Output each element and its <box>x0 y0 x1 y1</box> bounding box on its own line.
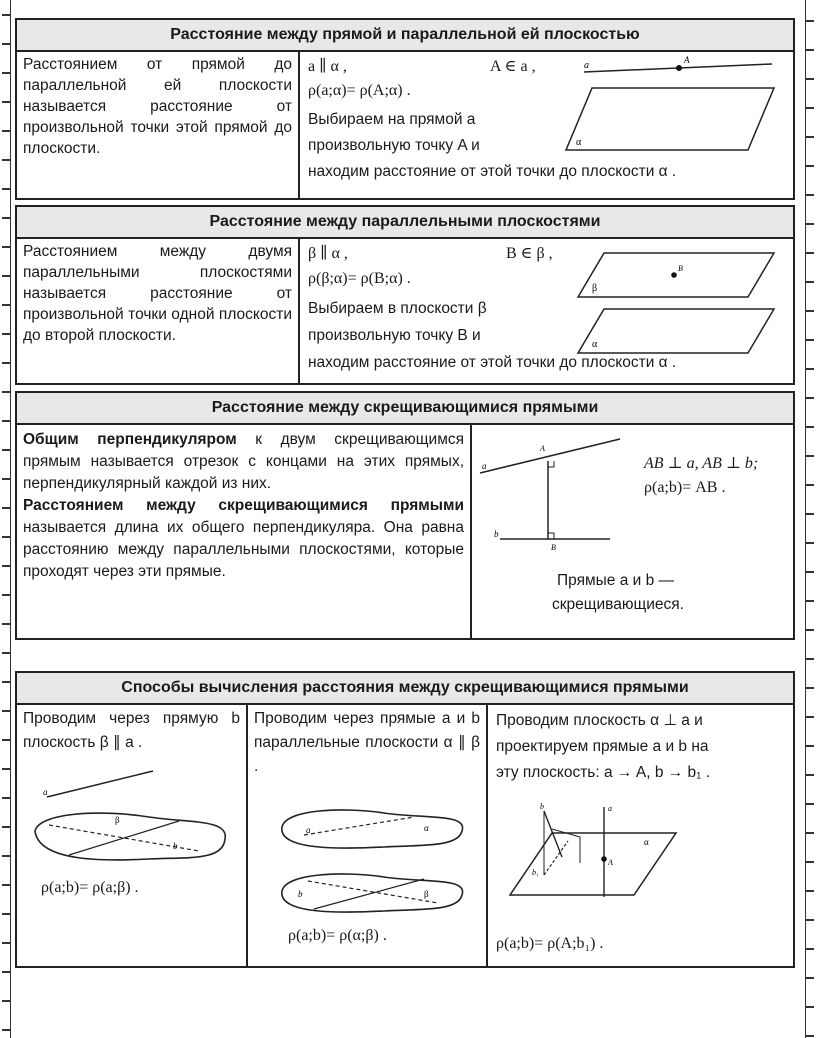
margin-tick <box>2 188 10 190</box>
point-A <box>601 856 607 862</box>
label-beta: β <box>115 815 120 825</box>
formula: ρ(β;α)= ρ(B;α) . <box>308 270 411 287</box>
margin-tick <box>806 455 814 457</box>
margin-tick <box>806 310 814 312</box>
margin-tick <box>806 339 814 341</box>
definition-text: Расстоянием между двумя параллельными плоскостями называется расстояние от произвольной точки одной плоскости до второй плоскости. <box>17 237 300 383</box>
explanation-cell <box>472 423 793 638</box>
step-text-2: произвольную точку A и <box>308 137 480 154</box>
margin-tick <box>2 159 10 161</box>
method-1-formula: ρ(a;b)= ρ(a;β) . <box>41 879 139 896</box>
label-a: a <box>43 787 48 797</box>
margin-tick <box>2 362 10 364</box>
formula: ρ(a;α)= ρ(A;α) . <box>308 82 411 99</box>
margin-tick <box>806 832 814 834</box>
right-angle-B <box>548 533 554 539</box>
margin-tick <box>806 1035 814 1037</box>
line-b <box>544 811 562 857</box>
plane-alpha <box>578 309 774 353</box>
margin-tick <box>806 716 814 718</box>
method-1-figure <box>29 767 241 877</box>
label-beta: β <box>424 889 429 899</box>
condition-point: B ∈ β , <box>506 245 553 262</box>
line-a-dashed <box>304 817 414 835</box>
definition-1: к двум скрещивающимся прямым называется отрезок с концами на этих прямых, перпендикулярный каждой из них. <box>23 431 464 492</box>
condition-point: A ∈ a , <box>490 58 536 75</box>
skew-lines-figure <box>480 429 625 554</box>
label-b1: b₁ <box>532 868 539 877</box>
margin-tick <box>806 803 814 805</box>
label-a: a <box>306 825 311 835</box>
margin-tick <box>806 107 814 109</box>
method-3 <box>488 703 793 966</box>
block-methods <box>15 671 795 968</box>
step-text-3: находим расстояние от этой точки до плоскости α . <box>308 354 677 371</box>
margin-tick <box>806 136 814 138</box>
margin-tick <box>2 594 10 596</box>
margin-tick <box>806 281 814 283</box>
label-a: a <box>482 461 487 471</box>
label-b: b <box>540 802 544 811</box>
margin-tick <box>2 391 10 393</box>
margin-tick <box>806 687 814 689</box>
plane-alpha <box>510 833 676 895</box>
point-B <box>671 272 677 278</box>
margin-tick <box>2 942 10 944</box>
margin-tick <box>806 1006 814 1008</box>
block-title: Расстояние между прямой и параллельной ей плоскостью <box>17 20 793 52</box>
perpendicular-relation: AB ⊥ a, AB ⊥ b; <box>644 455 759 472</box>
block-title: Расстояние между скрещивающимися прямыми <box>17 393 793 425</box>
method-3-line-1: Проводим плоскость α ⊥ a и <box>496 712 703 729</box>
margin-tick <box>806 629 814 631</box>
condition-parallel: a ∥ α , <box>308 58 347 75</box>
method-1-text: Проводим через прямую b плоскость β ∥ a . <box>23 710 240 751</box>
margin-tick <box>806 774 814 776</box>
margin-tick <box>2 913 10 915</box>
method-3-figure <box>504 801 684 901</box>
margin-tick <box>2 43 10 45</box>
margin-tick <box>2 1029 10 1031</box>
margin-tick <box>2 565 10 567</box>
method-2 <box>248 703 488 966</box>
line-plane-figure <box>562 55 782 148</box>
block-title: Расстояние между параллельными плоскостями <box>17 207 793 239</box>
definition-text <box>17 423 472 638</box>
margin-tick <box>806 397 814 399</box>
margin-tick <box>806 542 814 544</box>
plane-alpha <box>566 88 774 150</box>
margin-tick <box>2 478 10 480</box>
step-text-3: находим расстояние от этой точки до плоскости α . <box>308 163 677 180</box>
margin-tick <box>2 304 10 306</box>
margin-tick <box>2 217 10 219</box>
margin-tick <box>806 977 814 979</box>
method-3-line-2: проектируем прямые a и b на <box>496 738 709 755</box>
margin-tick <box>2 420 10 422</box>
method-2-figure <box>274 799 474 929</box>
margin-tick <box>2 797 10 799</box>
label-a: a <box>584 60 589 71</box>
projection-b1 <box>544 841 568 875</box>
line-a <box>47 771 153 797</box>
margin-tick <box>806 49 814 51</box>
margin-tick <box>806 571 814 573</box>
margin-tick <box>2 855 10 857</box>
margin-tick <box>806 165 814 167</box>
method-2-text: Проводим через прямые a и b параллельные плоскости α ∥ β . <box>254 710 480 775</box>
margin-tick <box>2 971 10 973</box>
margin-tick <box>806 426 814 428</box>
line-b-aux <box>69 821 179 855</box>
label-alpha: α <box>592 339 598 350</box>
margin-tick <box>2 275 10 277</box>
margin-tick <box>806 600 814 602</box>
margin-tick <box>2 130 10 132</box>
label-b: b <box>494 529 499 539</box>
label-a: a <box>608 804 612 813</box>
left-margin-rule <box>0 0 11 1038</box>
margin-tick <box>2 246 10 248</box>
margin-tick <box>806 368 814 370</box>
parallel-planes-figure <box>572 251 782 356</box>
margin-tick <box>2 826 10 828</box>
margin-tick <box>806 513 814 515</box>
margin-tick <box>806 658 814 660</box>
margin-tick <box>2 739 10 741</box>
margin-tick <box>806 78 814 80</box>
margin-tick <box>806 194 814 196</box>
margin-tick <box>806 890 814 892</box>
explanation-cell <box>300 50 793 198</box>
method-1 <box>17 703 248 966</box>
step-text-1: Выбираем на прямой a <box>308 111 476 128</box>
note-line-1: Прямые a и b — <box>557 572 675 589</box>
note-line-2: скрещивающиеся. <box>552 596 684 613</box>
margin-tick <box>806 919 814 921</box>
margin-tick <box>2 710 10 712</box>
margin-tick <box>2 101 10 103</box>
label-B: B <box>678 264 683 273</box>
line-b <box>314 879 424 909</box>
label-beta: β <box>592 283 598 294</box>
margin-tick <box>806 484 814 486</box>
definition-text: Расстоянием от прямой до параллельной ей плоскости называется расстояние от произвольной точки этой прямой до плоскости. <box>17 50 300 198</box>
margin-tick <box>2 333 10 335</box>
margin-tick <box>2 623 10 625</box>
method-3-formula: ρ(a;b)= ρ(A;b₁) . <box>496 935 604 952</box>
label-A: A <box>684 55 690 65</box>
condition-parallel: β ∥ α , <box>308 245 348 262</box>
term-common-perpendicular: Общим перпендикуляром <box>23 431 237 448</box>
label-alpha: α <box>644 837 649 847</box>
label-b: b <box>298 889 303 899</box>
right-margin-rule <box>805 0 816 1038</box>
block-parallel-planes <box>15 205 795 385</box>
block-title: Способы вычисления расстояния между скрещивающимися прямыми <box>17 673 793 705</box>
block-skew-lines <box>15 391 795 640</box>
margin-tick <box>806 948 814 950</box>
margin-tick <box>2 652 10 654</box>
label-alpha: α <box>576 137 582 148</box>
margin-tick <box>2 768 10 770</box>
label-A: A <box>540 444 545 453</box>
margin-tick <box>806 20 814 22</box>
step-text-2: произвольную точку B и <box>308 327 481 344</box>
margin-tick <box>806 252 814 254</box>
method-2-formula: ρ(a;b)= ρ(α;β) . <box>288 927 387 944</box>
margin-tick <box>2 681 10 683</box>
margin-tick <box>2 507 10 509</box>
label-A: A <box>608 858 613 867</box>
margin-tick <box>2 72 10 74</box>
label-alpha: α <box>424 823 429 833</box>
label-b: b <box>173 841 178 851</box>
label-B: B <box>551 543 556 552</box>
term-distance: Расстоянием между скрещивающимися прямыми <box>23 497 464 514</box>
formula: ρ(a;b)= AB . <box>644 479 726 496</box>
margin-tick <box>2 449 10 451</box>
method-3-line-3: эту плоскость: a → A, b → b₁ . <box>496 764 711 781</box>
margin-tick <box>806 223 814 225</box>
line-a-proj <box>308 881 438 903</box>
margin-tick <box>806 745 814 747</box>
margin-tick <box>2 1000 10 1002</box>
margin-tick <box>2 14 10 16</box>
step-text-1: Выбираем в плоскости β <box>308 300 487 317</box>
point-A <box>676 65 682 71</box>
line-a <box>480 439 620 473</box>
margin-tick <box>2 536 10 538</box>
block-line-plane <box>15 18 795 200</box>
definition-2: называется длина их общего перпендикуляра. Она равна расстоянию между параллельными плоскостями, которые проходят через эти прямые. <box>23 519 464 580</box>
explanation-cell <box>300 237 793 383</box>
margin-tick <box>2 884 10 886</box>
margin-tick <box>806 861 814 863</box>
right-angle-A <box>548 461 554 467</box>
